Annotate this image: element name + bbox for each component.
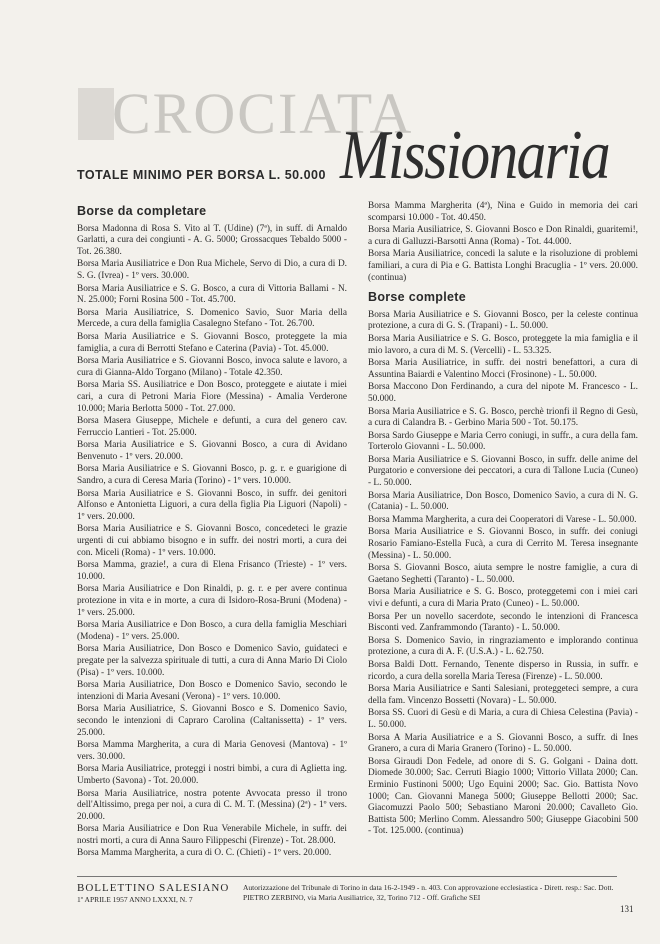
crociata-emblem (78, 88, 114, 140)
list-item: Borsa Maria Ausiliatrice e S. G. Bosco, proteggetemi con i miei cari vivi e defunti, a cura di Maria Prato (Cuneo) - L. 50.000. (368, 587, 638, 609)
list-item: Borsa Maria Ausiliatrice e S. Giovanni Bosco, in suffr. dei genitori Alfonso e Antonietta Liguori, a cura della figlia Pia Liguori (Napoli) - 1º vers. 20.000. (77, 488, 347, 522)
list-item: Borsa Maria Ausiliatrice e S. Giovanni Bosco, a cura di Avidano Benvenuto - 1º vers. 20.000. (77, 440, 347, 462)
right-entries (368, 310, 638, 838)
left-entries (77, 224, 347, 860)
list-item: Borsa SS. Cuori di Gesù e di Maria, a cura di Chiesa Celestina (Pavia) - L. 50.000. (368, 708, 638, 730)
borse-da-completare-heading: Borse da completare (77, 204, 207, 218)
list-item: Borsa Maria Ausiliatrice, nostra potente Avvocata presso il trono dell'Altissimo, prega per noi, a cura di C. M. T. (Messina) (2ª) - 1º vers. 20.000. (77, 788, 347, 822)
list-item: Borsa Maria Ausiliatrice e Don Rua Michele, Servo di Dio, a cura di D. S. G. (Ivrea) - 1º vers. 30.000. (77, 259, 347, 281)
list-item: Borsa Mamma Margherita (4ª), Nina e Guido in memoria dei cari scomparsi 10.000 - Tot. 40.450. (368, 201, 638, 223)
list-item: Borsa Maria Ausiliatrice e S. Giovanni Bosco, proteggete la mia famiglia, a cura di Berrotti Stefano e Caterina (Pavia) - Tot. 45.000. (77, 331, 347, 354)
list-item: Borsa Sardo Giuseppe e Maria Cerro coniugi, in suffr., a cura della fam. Torterolo Giovanni - L. 50.000. (368, 430, 638, 453)
missionaria-title: Missionaria (340, 117, 609, 194)
left-column (77, 206, 347, 861)
right-column (368, 201, 638, 839)
list-item: Borsa Maria Ausiliatrice, proteggi i nostri bimbi, a cura di Aglietta ing. Umberto (Savona) - Tot. 20.000. (77, 764, 347, 786)
list-item: Borsa Maria Ausiliatrice, in suffr. dei nostri benefattori, a cura di Assuntina Baiardi e Valentino Mocci (Frosinone) - L. 50.000. (368, 358, 638, 380)
list-item: Borsa Maria Ausiliatrice e S. G. Bosco, a cura di Vittoria Ballami - N. N. 25.000; Forni Rosina 500 - Tot. 45.700. (77, 283, 347, 306)
list-item: Borsa Maccono Don Ferdinando, a cura del nipote M. Francesco - L. 50.000. (368, 382, 638, 404)
list-item: Borsa Mamma Margherita, a cura di O. C. (Chieti) - 1º vers. 20.000. (77, 848, 332, 859)
list-item: Borsa Maria Ausiliatrice, concedi la salute e la risoluzione di problemi familiari, a cura di Pia e G. Battista Longhi Bracuglia - 1º vers. 20.000. (continua) (368, 249, 638, 283)
list-item: Borsa S. Domenico Savio, in ringraziamento e implorando continua protezione, a cura di A. F. (U.S.A.) - L. 62.750. (368, 635, 638, 658)
list-item: Borsa Maria Ausiliatrice e Don Rinaldi, p. g. r. e per avere continua protezione in vita e in morte, a cura di Isidoro-Rosa-Bruni (Modena) - 1º vers. 25.000. (77, 584, 347, 618)
list-item: Borsa Maria Ausiliatrice e S. G. Bosco, proteggete la mia famiglia e il mio lavoro, a cura di M. S. (Vercelli) - L. 53.325. (368, 333, 638, 356)
crociata-title: CROCIATA (112, 81, 414, 146)
list-item: Borsa Mamma, grazie!, a cura di Elena Frisanco (Trieste) - 1º vers. 10.000. (77, 560, 347, 582)
list-item: Borsa Maria Ausiliatrice e S. Giovanni Bosco, invoca salute e lavoro, a cura di Gianna-Aldo Torgano (Milano) - Totale 42.350. (77, 356, 347, 378)
list-item: Borsa Maria Ausiliatrice, S. Giovanni Bosco e S. Domenico Savio, secondo le intenzioni di Capraro Carolina (Caltanissetta) - 1º vers. 25.000. (77, 704, 347, 738)
list-item: Borsa Maria Ausiliatrice e S. Giovanni Bosco, in suffr. delle anime del Purgatorio e conversione dei peccatori, a cura di Tallone Lucia (Cuneo) - L. 50.000. (368, 454, 638, 489)
list-item: Borsa Maria Ausiliatrice e Don Rua Venerabile Michele, in suffr. dei nostri morti, a cura di Anna Sauro Filippeschi (Firenze) - Tot. 28.000. (77, 824, 347, 846)
list-item: Borsa Baldi Dott. Fernando, Tenente disperso in Russia, in suffr. e ricordo, a cura della sorella Maria Teresa (Firenze) - L. 50.000. (368, 659, 638, 682)
list-item: Borsa Maria Ausiliatrice e S. Giovanni Bosco, concedeteci le grazie urgenti di cui abbiamo bisogno e in suffr. dei nostri morti, a cura dei con. Miceli (Roma) - 1º vers. 10.000. (77, 524, 347, 558)
borse-complete-heading: Borse complete (368, 290, 466, 305)
list-item: Borsa Maria Ausiliatrice e Santi Salesiani, proteggeteci sempre, a cura della fam. Vincenzo Bossetti (Novara) - L. 50.000. (368, 684, 638, 706)
list-item: Borsa Giraudi Don Fedele, ad onore di S. G. Golgani - Daina dott. Diomede 30.000; Sac. Cerruti Biagio 1000; Vittorio Villata 2000; Can. Erminio Fustinoni 5000; Ugo Equini 2000; Sac. Gio. Battista Novo 1000; Can. Giovanni Manega 5000; Giuseppe Bellotti 2000; Sac. Giacomuzzi Paolo 500; Sebastiano Maroni 20.000; Cavalleto Gio. Battista 500; Merlino Comm. Alessandro 500; Giuseppe Giacobini 500 - Tot. 125.000. (continua) (368, 756, 638, 837)
footer (77, 876, 617, 904)
list-item: Borsa Maria Ausiliatrice e Don Bosco, a cura della famiglia Meschiari (Modena) - 1º vers. 25.000. (77, 620, 347, 642)
list-item: Borsa Maria Ausiliatrice e S. Giovanni Bosco, in suffr. dei coniugi Rosario Famiano-Estella Fucà, a cura di Cerrito M. Teresa insegnante (Messina) - L. 50.000. (368, 527, 638, 561)
page-number: 131 (620, 904, 634, 914)
footer-legal: Autorizzazione del Tribunale di Torino in data 16-2-1949 - n. 403. Con approvazione ecclesiastica - Dirett. resp.: Sac. Dott. PIETRO ZERBINO, via Maria Ausiliatrice, 32, Torino 712 - Off. Grafiche SEI (243, 883, 614, 902)
list-item: Borsa Maria Ausiliatrice, S. Giovanni Bosco e Don Rinaldi, guaritemi!, a cura di Galluzzi-Barsotti Anna (Roma) - Tot. 44.000. (368, 225, 638, 247)
list-item: Borsa Maria Ausiliatrice e S. Giovanni Bosco, per la celeste continua protezione, a cura di G. S. (Trapani) - L. 50.000. (368, 309, 638, 332)
footer-title: BOLLETTINO SALESIANO (77, 882, 230, 894)
list-item: Borsa Mamma Margherita, a cura dei Cooperatori di Varese - L. 50.000. (368, 514, 637, 525)
list-item: Borsa Maria SS. Ausiliatrice e Don Bosco, proteggete e aiutate i miei cari, a cura di Petroni Maria Fiore (Messina) - Amalia Verderone 10.000; Maria Berlotta 5000 - Tot. 27.000. (77, 380, 347, 414)
magazine-header (0, 0, 660, 220)
footer-date: 1º APRILE 1957 ANNO LXXXI, N. 7 (77, 895, 193, 904)
list-item: Borsa Masera Giuseppe, Michele e defunti, a cura del genero cav. Ferruccio Lantieri - Tot. 25.000. (77, 416, 347, 438)
list-item: Borsa Maria Ausiliatrice, S. Domenico Savio, Suor Maria della Mercede, a cura della famiglia Casalegno Stefano - Tot. 26.700. (77, 307, 347, 330)
list-item: Borsa S. Giovanni Bosco, aiuta sempre le nostre famiglie, a cura di Gaetano Seghetti (Taranto) - L. 50.000. (368, 563, 638, 585)
list-item: Borsa Maria Ausiliatrice, Don Bosco e Domenico Savio, secondo le intenzioni di Maria Avesani (Verona) - 1º vers. 10.000. (77, 680, 347, 702)
list-item: Borsa A Maria Ausiliatrice e a S. Giovanni Bosco, a suffr. di Ines Granero, a cura di Maria Granero (Torino) - L. 50.000. (368, 732, 638, 755)
list-item: Borsa Maria Ausiliatrice, Don Bosco, Domenico Savio, a cura di N. G. (Catania) - L. 50.000. (368, 490, 638, 513)
footer-publication (77, 883, 237, 905)
list-item: Borsa Maria Ausiliatrice e S. G. Bosco, perchè trionfi il Regno di Gesù, a cura di Calandra B. - Gerbino Maria 500 - Tot. 50.175. (368, 406, 638, 429)
totale-minimo-heading: TOTALE MINIMO PER BORSA L. 50.000 (77, 168, 326, 182)
list-item: Borsa Madonna di Rosa S. Vito al T. (Udine) (7ª), in suff. di Arnaldo Garlatti, a cura dei congiunti - A. G. 5000; Grossacques Tebaldo 5000 - Tot. 26.380. (77, 223, 347, 257)
list-item: Borsa Mamma Margherita, a cura di Maria Genovesi (Mantova) - 1º vers. 30.000. (77, 740, 347, 762)
right-entries-top (368, 201, 638, 284)
list-item: Borsa Maria Ausiliatrice, Don Bosco e Domenico Savio, guidateci e pregate per la salvezza spirituale di tutti, a cura di Anna Mario Di Ciolo (Pisa) - 1º vers. 10.000. (77, 644, 347, 678)
list-item: Borsa Maria Ausiliatrice e S. Giovanni Bosco, p. g. r. e guarigione di Sandro, a cura di Ceresa Maria (Torino) - 1º vers. 10.000. (77, 464, 347, 487)
list-item: Borsa Per un novello sacerdote, secondo le intenzioni di Francesca Bisconti ved. Zanframmondo (Taranto) - L. 50.000. (368, 611, 638, 634)
